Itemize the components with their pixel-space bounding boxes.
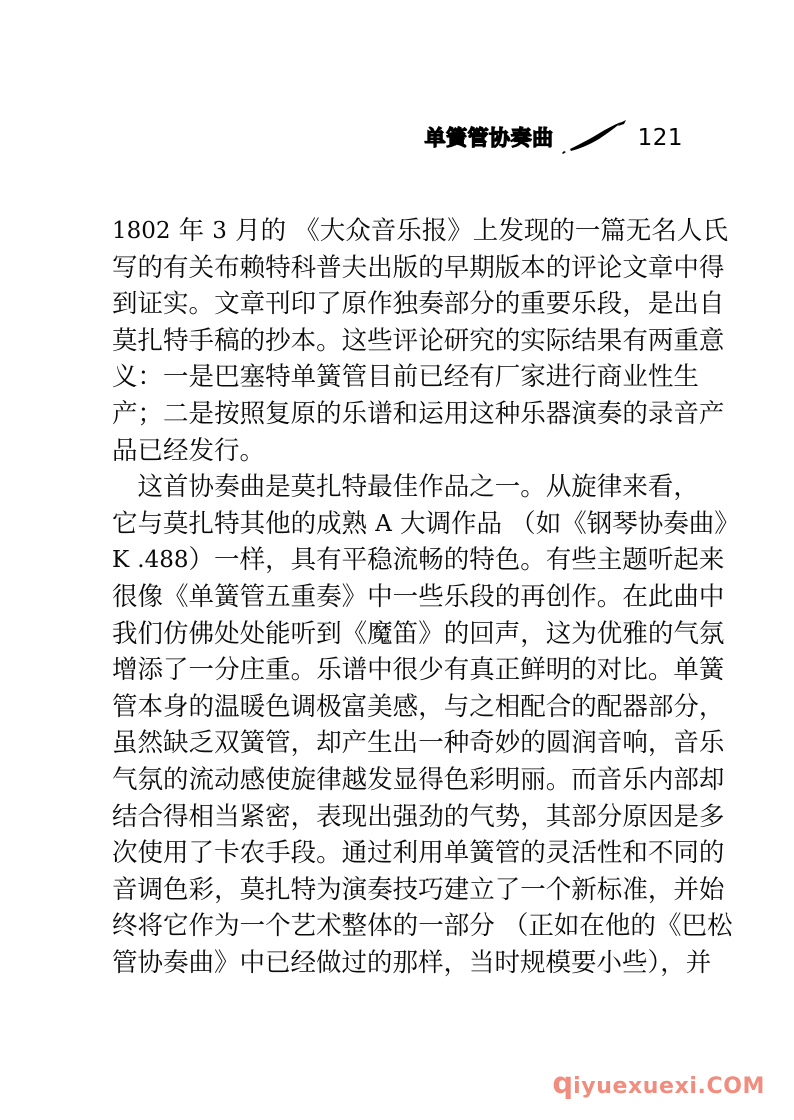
text-line: 虽 然 缺 乏 双 簧 管 ， 却 产 生 出 一 种 奇 妙 的 圆 润 音 响 ， 音 乐 [112, 728, 725, 759]
text-line: 我 们 仿 佛 处 处 能 听 到 《 魔 笛 》 的 回 声 ， 这 为 优 雅 的 气 氛 [112, 618, 725, 649]
text-line: 音 调 色 彩 ， 莫 扎 特 为 演 奏 技 巧 建 立 了 一 个 新 标 准 ， 并 始 [112, 874, 725, 905]
text-line: 到 证 实 。 文 章 刊 印 了 原 作 独 奏 部 分 的 重 要 乐 段 ， 是 出 自 [112, 289, 725, 320]
text-line: 管协奏曲》中已经做过的那样，当时规模要小些），并 [112, 947, 712, 978]
text-line: 管 本 身 的 温 暖 色 调 极 富 美 感 ， 与 之 相 配 合 的 配 器 部 分 ， [112, 691, 725, 722]
text-line: 它 与 莫 扎 特 其 他 的 成 熟 A 大 调 作 品 （ 如 《 钢 琴 协 奏 曲 》 [112, 508, 740, 539]
text-line: K . 4 8 8 ） 一 样 ， 具 有 平 稳 流 畅 的 特 色 。 有 些 主 题 听 起 来 [112, 545, 725, 576]
text-line: 产 ； 二 是 按 照 复 原 的 乐 谱 和 运 用 这 种 乐 器 演 奏 的 录 音 产 [112, 398, 725, 429]
text-line: 品已经发行。 [112, 435, 266, 466]
text-line: 这 首 协 奏 曲 是 莫 扎 特 最 佳 作 品 之 一 。 从 旋 律 来 看 ， [137, 472, 699, 503]
running-head-title: 单簧管协奏曲 [424, 125, 554, 150]
watermark-initial: q [552, 1066, 574, 1100]
running-head-inner [425, 118, 683, 158]
body-text [112, 213, 740, 981]
text-line: 义 ： 一 是 巴 塞 特 单 簧 管 目 前 已 经 有 厂 家 进 行 商 业 性 生 [112, 362, 699, 393]
text-line: 很 像 《 单 簧 管 五 重 奏 》 中 一 些 乐 段 的 再 创 作 。 在 此 曲 中 [112, 581, 725, 612]
text-line: 次 使 用 了 卡 农 手 段 。 通 过 利 用 单 簧 管 的 灵 活 性 和 不 同 的 [112, 838, 725, 869]
leaf-flourish-ornament [554, 118, 632, 158]
text-line: 增 添 了 一 分 庄 重 。 乐 谱 中 很 少 有 真 正 鲜 明 的 对 比 。 单 簧 [112, 655, 725, 686]
site-watermark [552, 1066, 765, 1100]
text-line: 气 氛 的 流 动 感 使 旋 律 越 发 显 得 色 彩 明 丽 。 而 音 乐 内 部 却 [112, 764, 725, 795]
text-line: 终 将 它 作 为 一 个 艺 术 整 体 的 一 部 分 （ 正 如 在 他 的 《 巴 松 [112, 911, 733, 942]
text-line: 莫 扎 特 手 稿 的 抄 本 。 这 些 评 论 研 究 的 实 际 结 果 有 两 重 意 [112, 325, 725, 356]
text-line: 1 8 0 2 年 3 月 的 《 大 众 音 乐 报 》 上 发 现 的 一 篇 无 名 人 氏 [112, 216, 728, 246]
watermark-text: iyuexuexi.COM [573, 1074, 765, 1099]
text-line: 写 的 有 关 布 赖 特 科 普 夫 出 版 的 早 期 版 本 的 评 论 文 章 中 得 [112, 252, 725, 283]
running-head [112, 118, 683, 162]
text-line: 结 合 得 相 当 紧 密 ， 表 现 出 强 劲 的 气 势 ， 其 部 分 原 因 是 多 [112, 801, 725, 832]
page-number: 121 [637, 124, 683, 151]
